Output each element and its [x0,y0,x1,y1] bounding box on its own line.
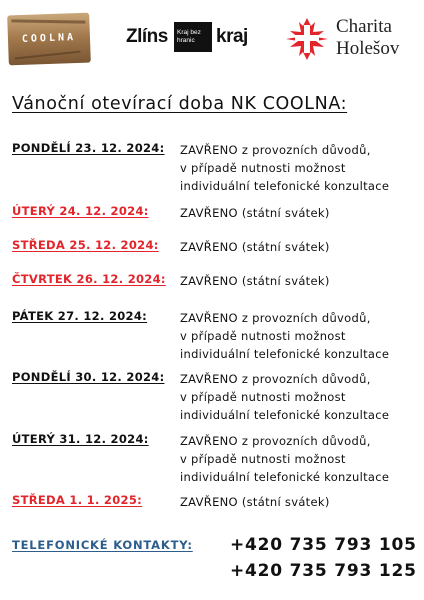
zlin-logo-box-line-2: hranic [177,37,195,44]
zlin-logo-box [174,22,212,52]
schedule-date: STŘEDA 25. 12. 2024: [12,238,159,252]
zlin-logo-word-2: kraj [216,26,248,47]
schedule-status [180,370,389,424]
schedule-status-line: ZAVŘENO (státní svátek) [180,495,330,509]
phone-number-2: +420 735 793 125 [230,561,417,581]
schedule-date: PONDĚLÍ 30. 12. 2024: [12,370,165,384]
schedule-date: PÁTEK 27. 12. 2024: [12,309,148,323]
schedule-date: ÚTERÝ 31. 12. 2024: [12,432,149,446]
page-title: Vánoční otevírací doba NK COOLNA: [12,94,348,114]
schedule-status-line: ZAVŘENO (státní svátek) [180,240,330,254]
charita-cross-icon [284,16,330,62]
contacts-label: TELEFONICKÉ KONTAKTY: [12,538,193,552]
schedule-status-line: ZAVŘENO (státní svátek) [180,206,330,220]
charita-logo-line-1: Charita [336,16,392,37]
schedule-status [180,141,389,195]
schedule-status-line: individuální telefonické konzultace [180,179,390,193]
schedule-status-line: ZAVŘENO z provozních důvodů, [180,311,371,325]
zlin-region-logo [126,20,252,56]
schedule-date: ÚTERÝ 24. 12. 2024: [12,204,149,218]
schedule-status-line: ZAVŘENO z provozních důvodů, [180,143,371,157]
schedule-status [180,204,330,222]
schedule-status [180,238,330,256]
phone-number-1: +420 735 793 105 [230,535,417,555]
schedule-status [180,432,389,486]
schedule-status-line: ZAVŘENO (státní svátek) [180,274,330,288]
charita-logo-line-2: Holešov [336,38,400,59]
schedule-date: ČTVRTEK 26. 12. 2024: [12,272,166,286]
schedule-status-line: ZAVŘENO z provozních důvodů, [180,434,371,448]
schedule-status-line: individuální telefonické konzultace [180,470,390,484]
schedule-status-line: individuální telefonické konzultace [180,347,390,361]
schedule-status-line: individuální telefonické konzultace [180,408,390,422]
logo-bar [0,0,424,80]
coolna-logo [7,13,91,66]
schedule-status-line: v případě nutnosti možnost [180,390,346,404]
schedule-date: PONDĚLÍ 23. 12. 2024: [12,141,165,155]
schedule-status-line: v případě nutnosti možnost [180,329,346,343]
zlin-logo-word-1: Zlíns [126,26,168,47]
schedule-status [180,272,330,290]
schedule-status-line: ZAVŘENO z provozních důvodů, [180,372,371,386]
schedule-status [180,493,330,511]
zlin-logo-box-line-1: Kraj bez [177,29,201,36]
schedule-status-line: v případě nutnosti možnost [180,452,346,466]
schedule-status-line: v případě nutnosti možnost [180,161,346,175]
schedule-date: STŘEDA 1. 1. 2025: [12,493,143,507]
schedule-status [180,309,389,363]
coolna-logo-text: COOLNA [21,32,77,45]
charita-logo [284,14,418,64]
